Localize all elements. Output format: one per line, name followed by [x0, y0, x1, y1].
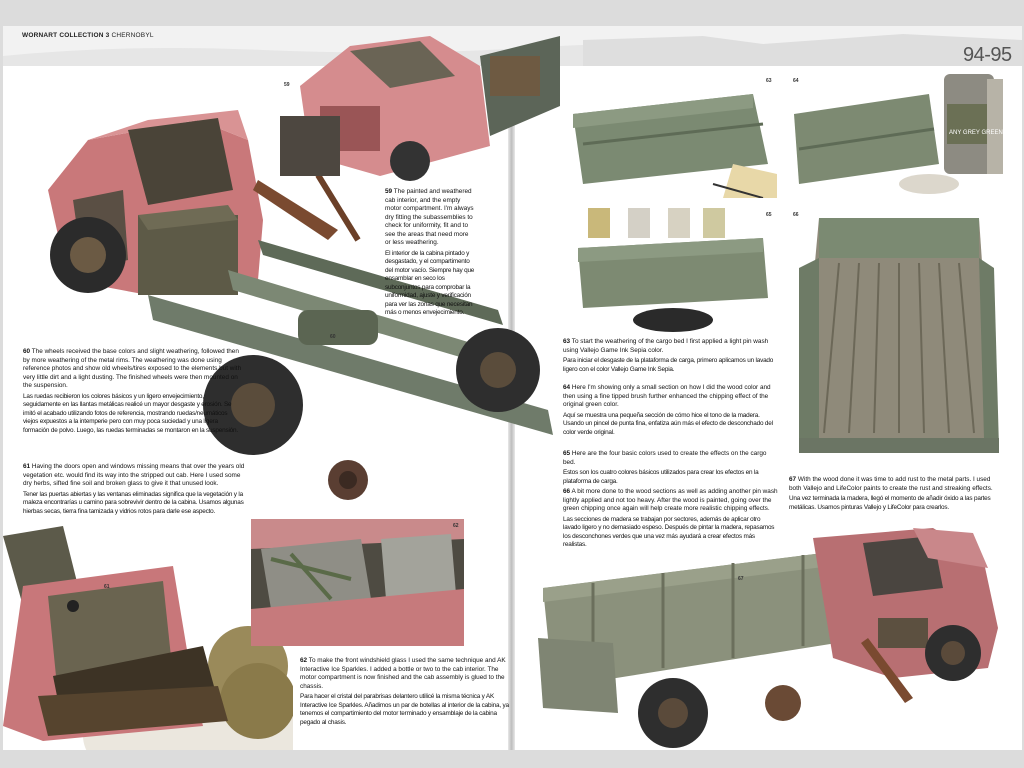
photo-cargo-bed-64	[789, 74, 1003, 198]
caption-63	[563, 338, 778, 374]
figure-number-59: 59	[284, 82, 290, 88]
caption-65-english: Here are the four basic colors used to create the effects on the cargo bed.	[563, 450, 767, 466]
series-title: WORNART COLLECTION 3	[22, 32, 110, 39]
paint-bottle-label: ANY GREY GREEN	[949, 130, 1003, 136]
caption-59-number: 59	[385, 188, 393, 195]
figure-number-62: 62	[453, 523, 459, 529]
running-head	[22, 32, 154, 39]
photo-cargo-bed-63	[563, 74, 777, 198]
caption-59	[385, 188, 475, 318]
caption-60-number: 60	[23, 348, 31, 355]
caption-61-spanish: Tener las puertas abiertas y las ventanas eliminadas significa que la vegetación y la maleza encontrarías u camino para sobrevivir dentro de la cabina. Usamos algunas hierbas secas, tierra fina tamizada y vidrios rotos para darle ese aspecto.	[23, 490, 244, 515]
photo-cargo-bed-66	[789, 208, 1003, 463]
page-numbers: 94-95	[963, 44, 1012, 66]
photo-cargo-bed-65	[563, 208, 777, 332]
caption-66-english: A bit more done to the wood sections as well as adding another pin wash lightly applied and not too heavy. After the wood is painted, going over the green chipping once again will help create more realistic chipping effects.	[563, 488, 778, 512]
caption-62-english: To make the front windshield glass I used the same technique and AK Interactive Ice Sparkles. I added a bottle or two to the cab interior. The motor compartment is now finished and the cab assembly is glued to the chassis.	[300, 657, 506, 690]
caption-59-english: The painted and weathered cab interior, and the empty motor compartment. I'm always dry fitting the subassemblies to check for uniformity, fit and to see the areas that need more or less weathering.	[385, 188, 474, 246]
caption-62-spanish: Para hacer el cristal del parabrisas delantero utilicé la misma técnica y AK Interactive Ice Sparkles. Añadimos un par de botellas al interior de la cabina, ya tenemos el compartimiento del motor terminado y ensamblaje de la cabina pegado al chasis.	[300, 693, 509, 726]
caption-63-english: To start the weathering of the cargo bed I first applied a light pin wash using Vallejo Game Ink Sepia color.	[563, 338, 769, 354]
caption-66-number: 66	[563, 488, 571, 495]
caption-62	[300, 657, 510, 727]
caption-65-spanish: Estos son los cuatro colores básicos utilizados para crear los efectos en la plataforma de carga.	[563, 469, 759, 485]
caption-64-english: Here I'm showing only a small section on how I did the wood color and then using a fine tipped brush further enhanced the chipping effect of the original green color.	[563, 384, 771, 408]
photo-cab-front	[280, 26, 560, 186]
figure-number-64: 64	[793, 78, 799, 84]
caption-60-english: The wheels received the base colors and slight weathering, followed then by more weathering of the metal rims. The weathering was done using reference photos and show old wheels/tires exposed to the elements but with very little dirt and a light dusting. The finished wheels were then mounted on the suspension.	[23, 348, 242, 389]
caption-62-number: 62	[300, 657, 308, 664]
caption-59-spanish: El interior de la cabina pintado y desgastado, y el compartimento del motor vacío. Siempre hay que ensamblar en seco los subconjuntos para comprobar la uniformidad, ajuste y verificación para ver las zonas que necesitan más o menos envejecimiento.	[385, 249, 475, 316]
caption-61	[23, 463, 248, 516]
caption-65	[563, 450, 778, 486]
caption-64	[563, 384, 778, 437]
caption-64-spanish: Aquí se muestra una pequeña sección de cómo hice el tono de la madera. Usando un pincel de punta fina, enfatiza aún más el efecto de desconchado del color verde original.	[563, 411, 773, 436]
caption-61-english: Having the doors open and windows missing means that over the years old vegetation etc. would find its way into the stripped out cab. Here I used some dry herbs, sifted fine soil and broken glass to give it that unused look.	[23, 463, 245, 487]
photo-complete-truck	[533, 528, 1013, 750]
caption-65-number: 65	[563, 450, 571, 457]
caption-60	[23, 348, 243, 435]
photo-windshield	[251, 519, 464, 646]
series-subtitle: CHERNOBYL	[111, 32, 154, 39]
caption-61-number: 61	[23, 463, 31, 470]
figure-number-63: 63	[766, 78, 772, 84]
figure-number-66: 66	[793, 212, 799, 218]
caption-63-spanish: Para iniciar el desgaste de la plataforma de carga, primero aplicamos un lavado ligero con el color Vallejo Game Ink Sepia.	[563, 357, 774, 373]
figure-number-67: 67	[738, 576, 744, 582]
caption-67-number: 67	[789, 476, 797, 483]
caption-67-english: With the wood done it was time to add rust to the metal parts. I used both Vallejo and LifeColor paints to create the rust and streaking effects.	[789, 476, 993, 492]
caption-67	[789, 476, 1004, 512]
caption-64-number: 64	[563, 384, 571, 391]
figure-number-61: 61	[104, 584, 110, 590]
figure-number-60: 60	[330, 334, 336, 340]
figure-number-65: 65	[766, 212, 772, 218]
caption-60-spanish: Las ruedas recibieron los colores básicos y un ligero envejecimiento, seguidamente en las llantas metálicas realicé un mayor desgaste y erosión. Se imitó el acabado utilizando fotos de referencia, mostrando ruedas/neumáticos viejos expuestos a la intemperie pero con muy poca suciedad y una ligera formación de polvo. Luego, las ruedas terminadas se montaron en la suspensión.	[23, 392, 238, 434]
caption-66-spanish: Las secciones de madera se trabajan por sectores, además de aplicar otro lavado ligero y no demasiado espeso. Después de pintar la madera, repasamos los desconchones verdes que una vez más ayudará a crear efectos más realistas.	[563, 515, 775, 548]
photo-cab-vegetation	[3, 526, 293, 750]
caption-63-number: 63	[563, 338, 571, 345]
caption-67-spanish: Una vez terminada la madera, llegó el momento de añadir óxido a las partes metálicas. Usamos pinturas Vallejo y LifeColor para crearlos.	[789, 495, 991, 511]
